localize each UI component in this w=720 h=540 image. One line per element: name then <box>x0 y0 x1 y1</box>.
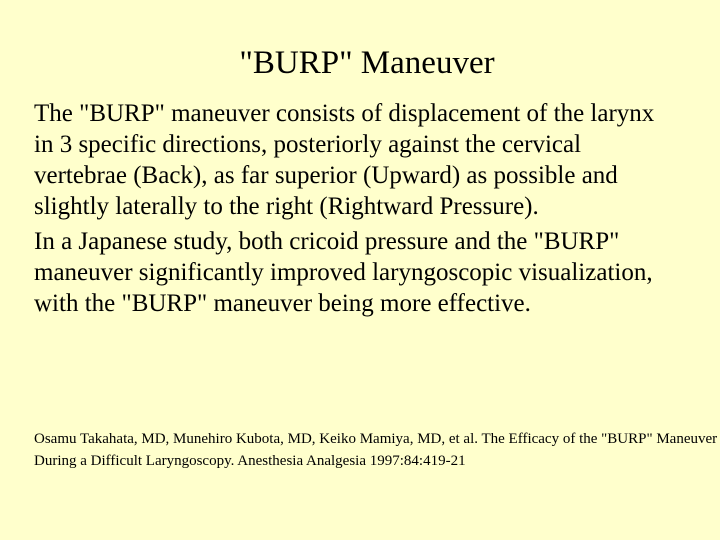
citation: Osamu Takahata, MD, Munehiro Kubota, MD, Keiko Mamiya, MD, et al. The Efficacy of the "BURP" Maneuver During a Difficult Laryngoscopy. Anesthesia Analgesia 1997:84:419-21 <box>34 431 718 469</box>
body-paragraph-study: In a Japanese study, both cricoid pressure and the "BURP" maneuver significantly improved laryngoscopic visualization, with the "BURP" maneuver being more effective. <box>34 228 653 317</box>
slide-body <box>34 98 674 323</box>
slide-title: "BURP" Maneuver <box>239 45 495 81</box>
body-paragraph-description: The "BURP" maneuver consists of displacement of the larynx in 3 specific directions, posteriorly against the cervical vertebrae (Back), as far superior (Upward) as possible and slightly laterally to the right (Rightward Pressure). <box>34 100 655 220</box>
